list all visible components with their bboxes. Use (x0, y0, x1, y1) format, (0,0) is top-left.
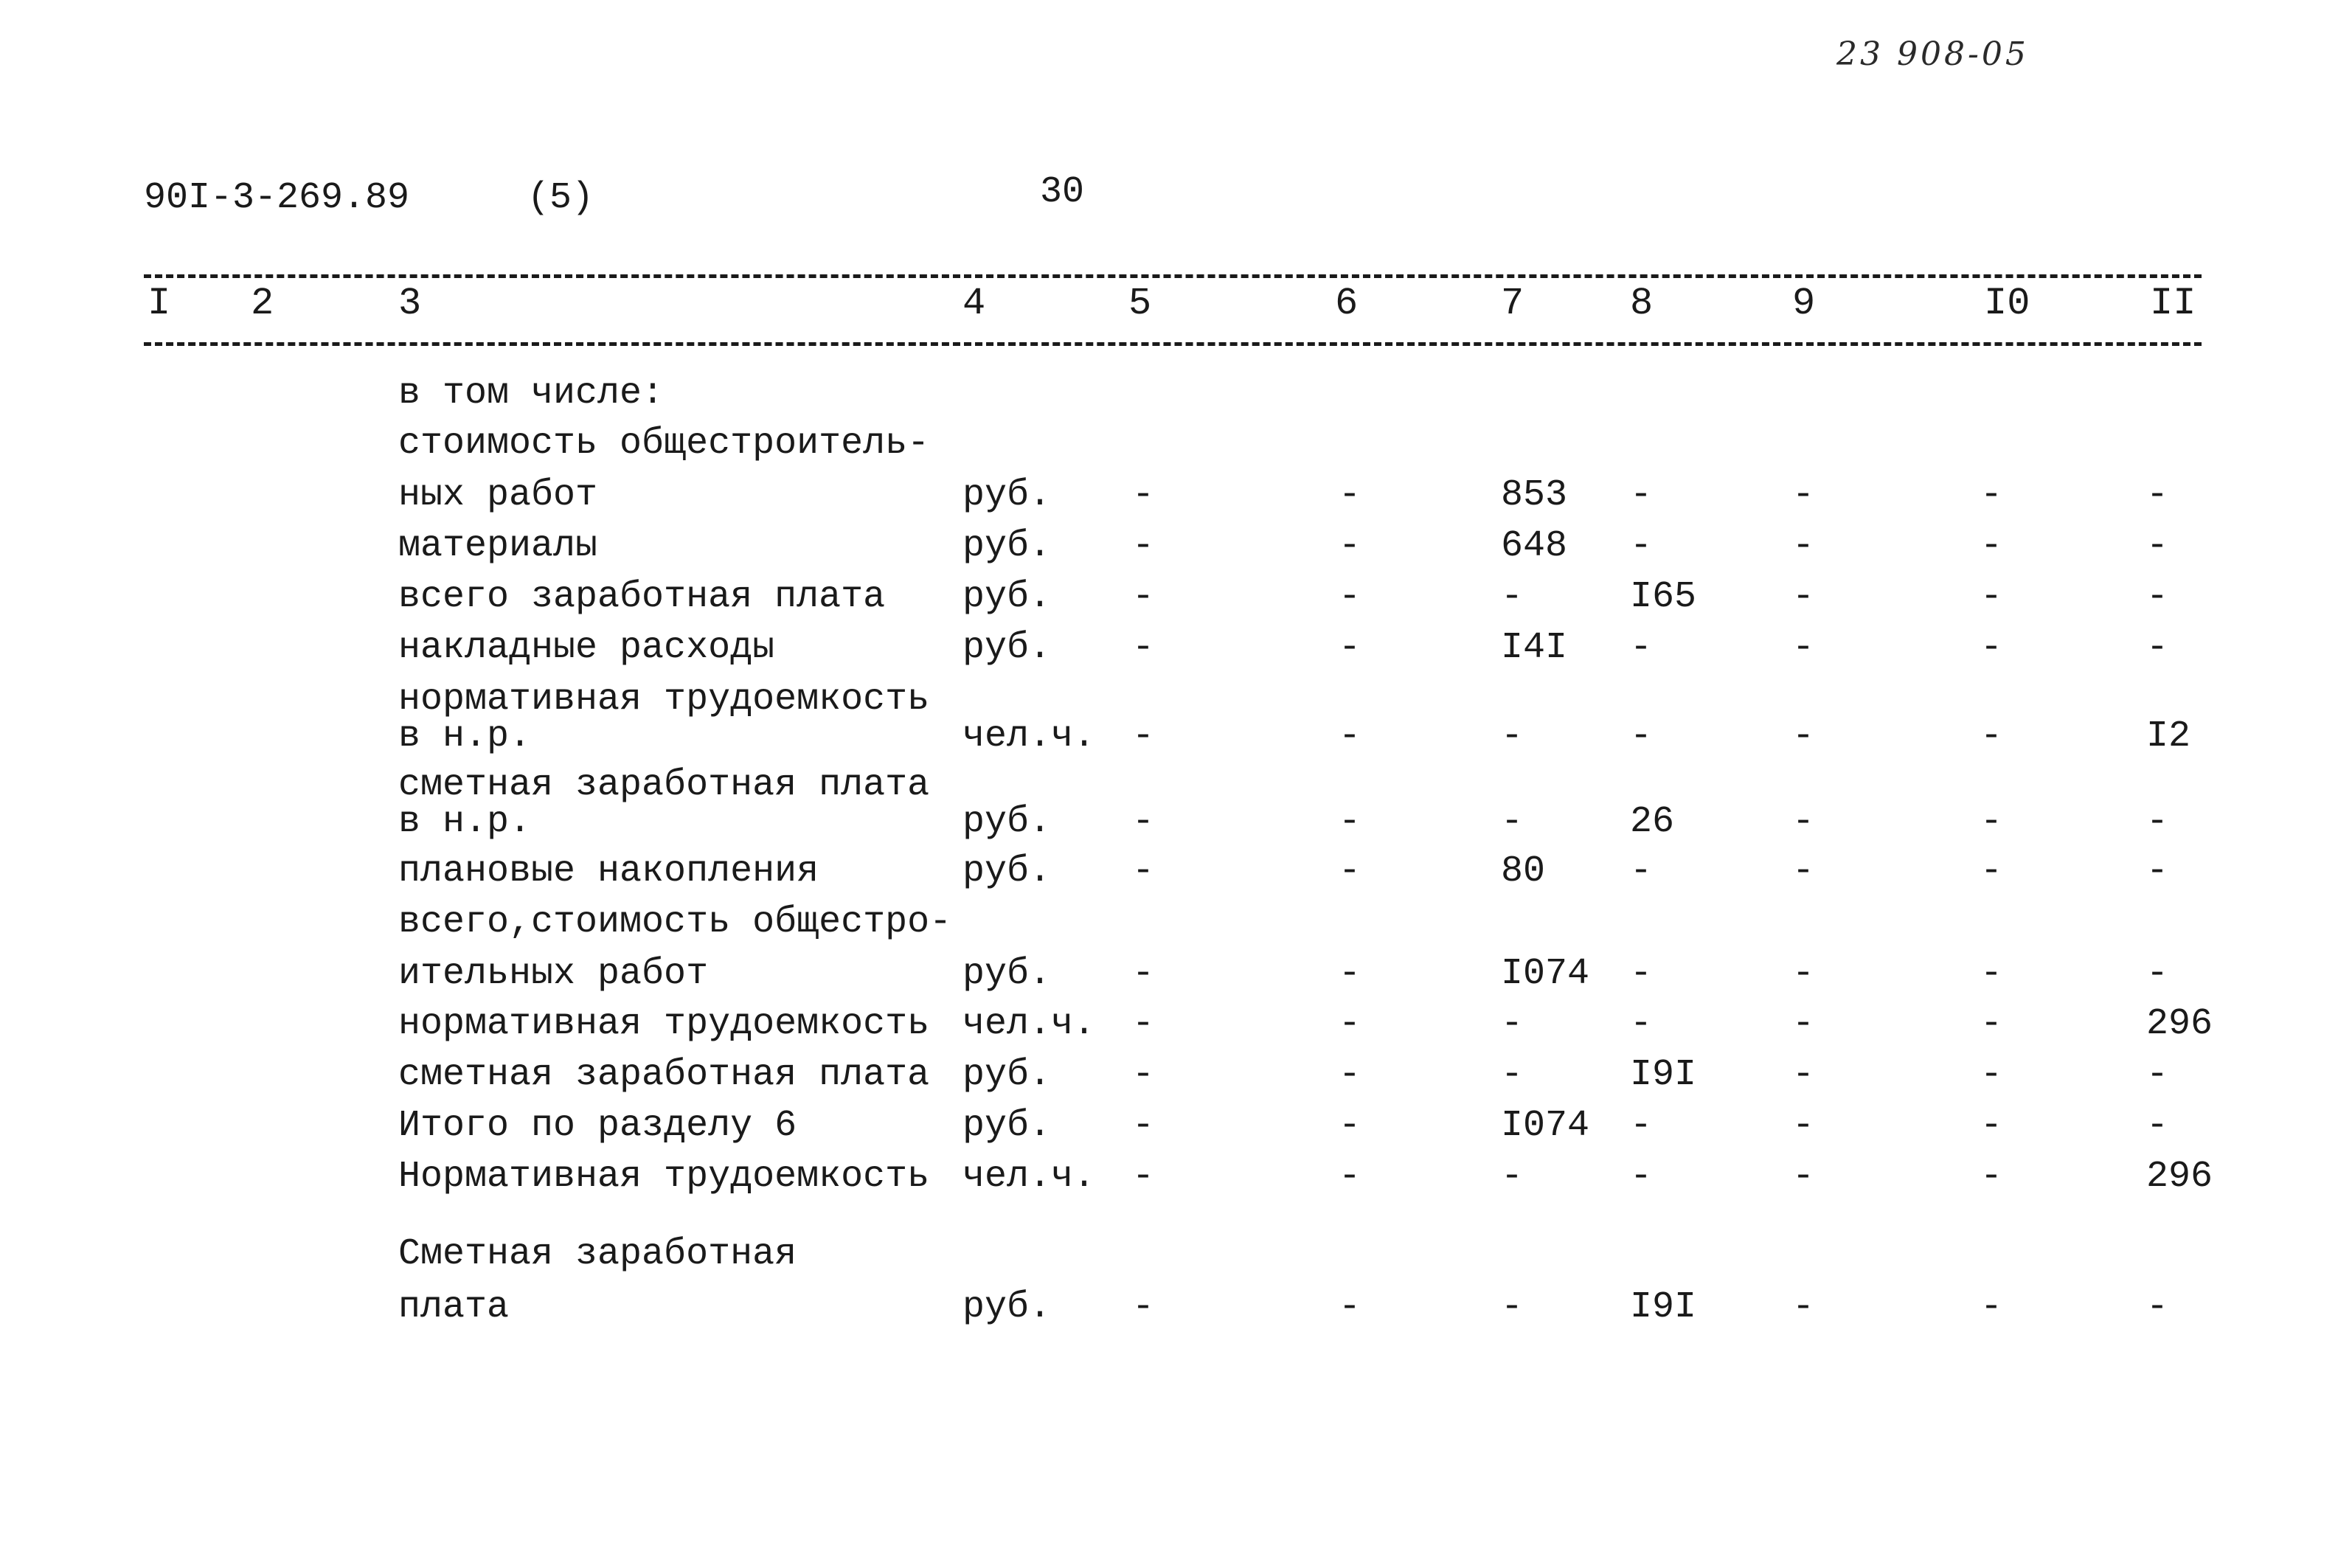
cell-c10: - (1980, 715, 2003, 757)
cell-c10: - (1980, 627, 2003, 669)
cell-c11: - (2146, 801, 2169, 843)
row-description: плата (398, 1286, 510, 1328)
row-unit: руб. (962, 953, 1052, 995)
cell-c6: - (1339, 801, 1361, 843)
row-unit: чел.ч. (962, 1156, 1096, 1198)
cell-c6: - (1339, 1003, 1361, 1045)
cell-c6: - (1339, 715, 1361, 757)
cell-c7: I4I (1501, 627, 1568, 669)
cell-c5: - (1132, 576, 1155, 618)
cell-c11: - (2146, 576, 2169, 618)
row-unit: руб. (962, 525, 1052, 567)
document-code: 90I-3-269.89 (144, 177, 410, 219)
cell-c10: - (1980, 1286, 2003, 1328)
cell-c6: - (1339, 1156, 1361, 1198)
row-description: всего заработная плата (398, 576, 886, 618)
column-number: I (148, 282, 171, 325)
cell-c11: - (2146, 474, 2169, 516)
row-description: нормативная трудоемкость (398, 679, 930, 721)
page-number: 30 (1040, 171, 1085, 213)
cell-c9: - (1792, 576, 1815, 618)
column-number: II (2150, 282, 2196, 325)
cell-c7: - (1501, 715, 1524, 757)
cell-c7: - (1501, 1003, 1524, 1045)
cell-c8: - (1630, 715, 1653, 757)
row-unit: руб. (962, 576, 1052, 618)
row-unit: руб. (962, 801, 1052, 843)
cell-c9: - (1792, 953, 1815, 995)
cell-c6: - (1339, 1105, 1361, 1147)
cell-c5: - (1132, 850, 1155, 892)
cell-c8: - (1630, 1003, 1653, 1045)
row-description: в н.р. (398, 715, 532, 757)
row-description: сметная заработная плата (398, 1054, 930, 1096)
cell-c8: I65 (1630, 576, 1697, 618)
row-description: Сметная заработная (398, 1233, 797, 1275)
cell-c8: - (1630, 525, 1653, 567)
column-number: 8 (1630, 282, 1654, 325)
cell-c10: - (1980, 850, 2003, 892)
cell-c9: - (1792, 850, 1815, 892)
cell-c9: - (1792, 1105, 1815, 1147)
row-unit: руб. (962, 1105, 1052, 1147)
cell-c11: - (2146, 525, 2169, 567)
cell-c11: - (2146, 1054, 2169, 1096)
cell-c11: - (2146, 850, 2169, 892)
cell-c8: - (1630, 1105, 1653, 1147)
cell-c11: 296 (2146, 1003, 2213, 1045)
cell-c5: - (1132, 1286, 1155, 1328)
cell-c7: I074 (1501, 1105, 1590, 1147)
row-description: ительных работ (398, 953, 709, 995)
row-description: сметная заработная плата (398, 764, 930, 806)
cell-c8: - (1630, 953, 1653, 995)
cell-c6: - (1339, 576, 1361, 618)
cell-c9: - (1792, 1054, 1815, 1096)
cell-c9: - (1792, 525, 1815, 567)
cell-c11: 296 (2146, 1156, 2213, 1198)
row-unit: руб. (962, 474, 1052, 516)
cell-c7: - (1501, 1054, 1524, 1096)
cell-c10: - (1980, 801, 2003, 843)
cell-c9: - (1792, 627, 1815, 669)
top-dashed-rule (144, 274, 2202, 278)
cell-c5: - (1132, 1054, 1155, 1096)
cell-c11: - (2146, 627, 2169, 669)
header-dashed-rule (144, 342, 2202, 346)
cell-c10: - (1980, 1156, 2003, 1198)
cell-c7: - (1501, 1286, 1524, 1328)
row-description: нормативная трудоемкость (398, 1003, 930, 1045)
row-description: стоимость общестроитель- (398, 423, 930, 465)
column-number: 5 (1128, 282, 1152, 325)
cell-c10: - (1980, 1054, 2003, 1096)
row-description: Нормативная трудоемкость (398, 1156, 930, 1198)
row-description: материалы (398, 525, 598, 567)
column-number: 2 (251, 282, 274, 325)
cell-c7: - (1501, 801, 1524, 843)
cell-c7: 853 (1501, 474, 1568, 516)
cell-c5: - (1132, 1003, 1155, 1045)
column-number: 9 (1792, 282, 1816, 325)
cell-c9: - (1792, 474, 1815, 516)
cell-c10: - (1980, 576, 2003, 618)
row-unit: руб. (962, 1286, 1052, 1328)
cell-c8: - (1630, 850, 1653, 892)
cell-c9: - (1792, 801, 1815, 843)
cell-c11: - (2146, 953, 2169, 995)
cell-c6: - (1339, 474, 1361, 516)
row-unit: чел.ч. (962, 1003, 1096, 1045)
cell-c9: - (1792, 1003, 1815, 1045)
row-description: накладные расходы (398, 627, 775, 669)
column-number: 4 (962, 282, 986, 325)
cell-c5: - (1132, 953, 1155, 995)
cell-c11: - (2146, 1105, 2169, 1147)
cell-c10: - (1980, 474, 2003, 516)
cell-c10: - (1980, 525, 2003, 567)
cell-c6: - (1339, 1286, 1361, 1328)
cell-c5: - (1132, 1105, 1155, 1147)
cell-c7: 648 (1501, 525, 1568, 567)
cell-c6: - (1339, 1054, 1361, 1096)
cell-c7: - (1501, 576, 1524, 618)
cell-c8: - (1630, 627, 1653, 669)
column-number: 3 (398, 282, 422, 325)
intro-label: в том числе: (398, 372, 665, 414)
cell-c6: - (1339, 627, 1361, 669)
cell-c9: - (1792, 1286, 1815, 1328)
cell-c7: - (1501, 1156, 1524, 1198)
cell-c11: I2 (2146, 715, 2191, 757)
cell-c8: - (1630, 474, 1653, 516)
cell-c6: - (1339, 850, 1361, 892)
row-description: всего,стоимость общестро- (398, 901, 952, 943)
row-description: Итого по разделу 6 (398, 1105, 797, 1147)
column-number: I0 (1984, 282, 2030, 325)
cell-c8: I9I (1630, 1286, 1697, 1328)
handwritten-stamp: 23 908-05 (1836, 35, 2029, 73)
row-unit: руб. (962, 850, 1052, 892)
cell-c11: - (2146, 1286, 2169, 1328)
cell-c8: - (1630, 1156, 1653, 1198)
column-number: 7 (1501, 282, 1524, 325)
cell-c9: - (1792, 1156, 1815, 1198)
cell-c5: - (1132, 715, 1155, 757)
row-description: ных работ (398, 474, 598, 516)
row-description: плановые накопления (398, 850, 819, 892)
cell-c8: 26 (1630, 801, 1675, 843)
row-unit: руб. (962, 627, 1052, 669)
cell-c10: - (1980, 1105, 2003, 1147)
cell-c5: - (1132, 525, 1155, 567)
cell-c7: I074 (1501, 953, 1590, 995)
row-unit: руб. (962, 1054, 1052, 1096)
cell-c6: - (1339, 953, 1361, 995)
cell-c7: 80 (1501, 850, 1546, 892)
cell-c10: - (1980, 1003, 2003, 1045)
column-number: 6 (1335, 282, 1359, 325)
cell-c8: I9I (1630, 1054, 1697, 1096)
cell-c6: - (1339, 525, 1361, 567)
cell-c5: - (1132, 801, 1155, 843)
row-unit: чел.ч. (962, 715, 1096, 757)
cell-c5: - (1132, 474, 1155, 516)
cell-c5: - (1132, 627, 1155, 669)
cell-c9: - (1792, 715, 1815, 757)
cell-c10: - (1980, 953, 2003, 995)
cell-c5: - (1132, 1156, 1155, 1198)
document-part: (5) (527, 177, 594, 219)
row-description: в н.р. (398, 801, 532, 843)
